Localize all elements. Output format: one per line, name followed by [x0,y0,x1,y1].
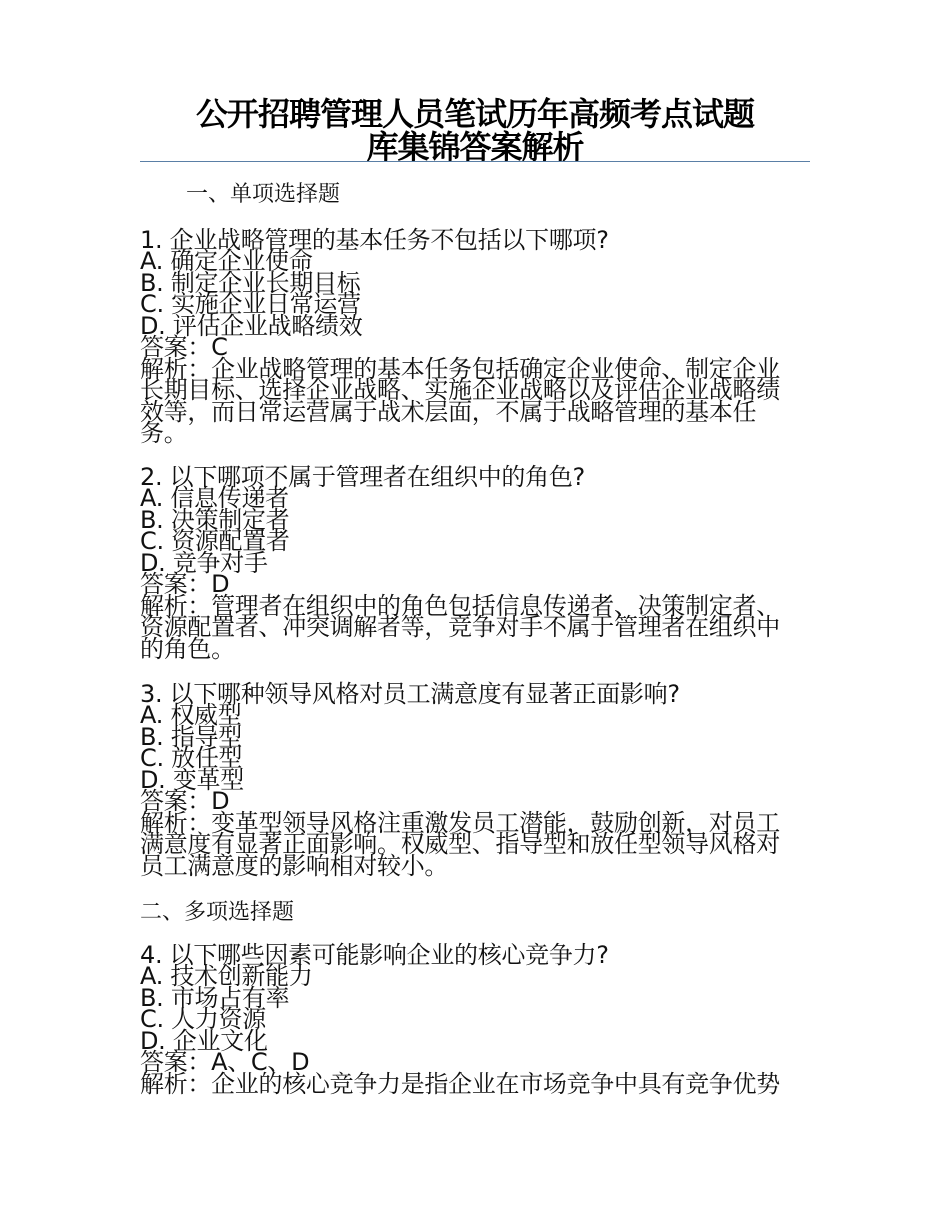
answer-text: 答案：A、C、D [140,1048,310,1076]
option-d: D. 企业文化 [140,1026,268,1055]
analysis-line: 的角色。 [140,634,235,663]
question-text: 3. 以下哪种领导风格对员工满意度有显著正面影响? [140,680,680,708]
title-line-2: 库集锦答案解析 [366,128,584,166]
option-a: A. 信息传递者 [140,484,289,512]
option-c: C. 放任型 [140,744,243,772]
answer-text: 答案：C [140,333,228,361]
analysis-line: 满意度有显著正面影响。权威型、指导型和放任型领导风格对 [140,830,780,858]
answer-text: 答案：D [140,787,230,815]
analysis-text [140,591,812,663]
analysis-line: 资源配置者、冲突调解者等，竞争对手不属于管理者在组织中 [140,613,780,641]
option-c: C. 资源配置者 [140,527,290,555]
section-heading-multiple-choice: 二、多项选择题 [140,900,295,925]
analysis-text [140,1069,812,1098]
option-c: C. 人力资源 [140,1005,266,1033]
option-d: D. 评估企业战略绩效 [140,311,363,340]
analysis-line: 解析：企业战略管理的基本任务包括确定企业使命、制定企业 [140,354,780,383]
option-d: D. 竞争对手 [140,548,268,577]
option-d: D. 变革型 [140,765,244,794]
question-block-1 [140,226,815,447]
question-text: 2. 以下哪项不属于管理者在组织中的角色? [140,463,585,491]
title-divider [140,161,810,162]
question-text: 4. 以下哪些因素可能影响企业的核心竞争力? [140,941,609,969]
analysis-line: 解析：变革型领导风格注重激发员工潜能，鼓励创新，对员工 [140,808,780,837]
option-b: B. 制定企业长期目标 [140,268,361,297]
analysis-text [140,354,812,447]
analysis-text [140,808,812,880]
question-block-2 [140,463,815,663]
option-b: B. 市场占有率 [140,983,290,1012]
analysis-line: 员工满意度的影响相对较小。 [140,851,449,880]
page-title [140,95,810,166]
option-a: A. 确定企业使命 [140,247,313,275]
option-c: C. 实施企业日常运营 [140,290,361,318]
title-line-1: 公开招聘管理人员笔试历年高频考点试题 [195,95,754,133]
option-b: B. 指导型 [140,722,242,751]
section-heading-single-choice: 一、单项选择题 [186,182,341,207]
answer-text: 答案：D [140,570,230,598]
analysis-line: 解析：管理者在组织中的角色包括信息传递者、决策制定者、 [140,591,780,620]
analysis-line: 效等，而日常运营属于战术层面，不属于战略管理的基本任 [140,397,757,426]
option-a: A. 技术创新能力 [140,962,313,990]
question-block-4 [140,941,815,1098]
analysis-line: 务。 [140,419,188,447]
analysis-line: 长期目标、选择企业战略、实施企业战略以及评估企业战略绩 [140,376,780,404]
question-block-3 [140,680,815,880]
question-text: 1. 企业战略管理的基本任务不包括以下哪项? [140,226,609,254]
analysis-line: 解析：企业的核心竞争力是指企业在市场竞争中具有竞争优势 [140,1069,780,1098]
option-b: B. 决策制定者 [140,505,290,534]
option-a: A. 权威型 [140,701,242,729]
